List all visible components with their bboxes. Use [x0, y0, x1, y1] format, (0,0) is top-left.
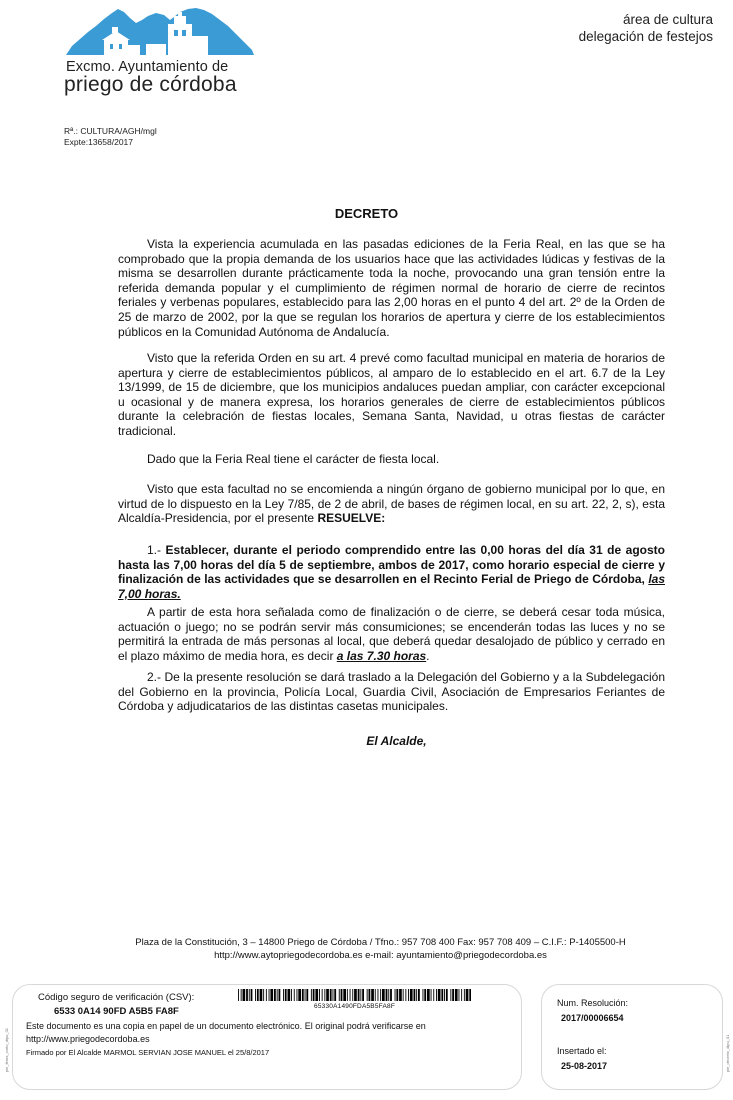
logo-line-1: Excmo. Ayuntamiento de — [66, 59, 229, 75]
resolution-number-value: 2017/00006654 — [561, 1013, 624, 1023]
paragraph-6-end: . — [426, 648, 430, 663]
department-line-2: delegación de festejos — [578, 29, 713, 44]
left-side-label: pie_firma_corto_dipu_01 — [4, 1027, 9, 1072]
resolution-point-1 — [118, 543, 665, 601]
barcode-icon — [238, 989, 471, 1001]
address-line: Plaza de la Constitución, 3 – 14800 Priego de Córdoba / Tfno.: 957 708 400 Fax: 957 708 409 – C.I.F.: P-1405500-H — [135, 937, 626, 948]
csv-code: 6533 0A14 90FD A5B5 FA8F — [54, 1006, 179, 1017]
barcode-caption: 65330A1490FDA5B5FA8F — [314, 1003, 395, 1010]
document-title: DECRETO — [334, 206, 399, 221]
footer-address — [0, 937, 733, 962]
verify-url[interactable]: http://www.priegodecordoba.es — [26, 1034, 150, 1044]
resuelve-keyword: RESUELVE: — [317, 511, 386, 526]
signed-by: Firmado por El Alcalde MARMOL SERVIAN JOSE MANUEL el 25/8/2017 — [26, 1048, 270, 1057]
municipal-logo — [62, 6, 262, 96]
resolution-number-label: Num. Resolución: — [557, 998, 629, 1008]
department-line-1: área de cultura — [622, 12, 713, 27]
department-heading — [579, 11, 713, 45]
signer-title: El Alcalde, — [366, 734, 427, 748]
town-silhouette-icon — [66, 6, 254, 58]
web-email-line: http://www.aytopriegodecordoba.es e-mail: ayuntamiento@priegodecordoba.es — [214, 949, 547, 961]
resolution-point-2: 2.- De la presente resolución se dará traslado a la Delegación del Gobierno y a la Subdelegación del Gobierno en la provincia, Policía Local, Guardia Civil, Asociación de Empresarios Feriantes de Córdoba y adjudicatarios de las distintas casetas municipales. — [118, 670, 665, 714]
document-references — [64, 126, 157, 148]
closing-time: las 7,00 horas. — [118, 572, 665, 601]
point-1-prefix: 1.- — [147, 543, 166, 557]
paragraph-3: Dado que la Feria Real tiene el carácter de fiesta local. — [147, 452, 440, 466]
right-side-label: pie_decreto_dipu_01 — [725, 1034, 730, 1072]
inserted-date-label: Insertado el: — [557, 1046, 607, 1056]
expediente-number: Expte:13658/2017 — [64, 137, 134, 147]
paragraph-6-text: A partir de esta hora señalada como de finalización o de cierre, se deberá cesar toda música, actuación o juego; no se podrán servir más consumiciones; se encenderán todas las luces y no se permitirá la entrada de más personas al local, que deberá quedar desalojado de público y cerrado en el plazo máximo de media hora, es decir — [118, 605, 665, 663]
paragraph-4 — [118, 482, 665, 526]
paragraph-2: Visto que la referida Orden en su art. 4 prevé como facultad municipal en materia de horarios de apertura y cierre de establecimientos públicos, al amparo de lo establecido en el art. 6.7 de la Ley 13/1999, de 15 de diciembre, que los municipios andaluces puedan ampliar, con carácter excepcional u ocasional y de manera expresa, los horarios generales de cierre de establecimientos públicos durante la celebración de fiestas locales, Semana Santa, Navidad, u otras fiestas de carácter tradicional. — [118, 351, 665, 438]
logo-line-2: priego de córdoba — [64, 73, 237, 96]
csv-label: Código seguro de verificación (CSV): — [38, 992, 195, 1003]
paragraph-1: Vista la experiencia acumulada en las pasadas ediciones de la Feria Real, en las que se ha comprobado que la propia demanda de los usuarios hace que las actividades lúdicas y festivas de la misma se desarrollen durante prácticamente toda la noche, provocando una gran tensión entre la referida demanda popular y el cumplimiento de régimen normal de horario de cierre de recintos feriales y verbenas populares, establecido para las 2,00 horas en el punto 4 del art. 2º de la Orden de 25 de marzo de 2002, por la que se regulan los horarios de apertura y cierre de los establecimientos públicos en la Comunidad Autónoma de Andalucía. — [118, 237, 665, 339]
paragraph-6 — [118, 605, 665, 663]
paragraph-4-text: Visto que esta facultad no se encomienda a ningún órgano de gobierno municipal por lo que, en virtud de lo dispuesto en la Ley 7/85, de 2 de abril, de bases de régimen local, en su art. 22, 2, s), esta Alcaldía-Presidencia, por el presente — [118, 482, 665, 526]
reference-code: Rª.: CULTURA/AGH/mgl — [64, 126, 157, 136]
point-1-text: Establecer, durante el periodo comprendido entre las 0,00 horas del día 31 de agosto hasta las 7,00 horas del día 5 de septiembre, ambos de 2017, como horario especial de cierre y finalización de las actividades que se desarrollen en el Recinto Ferial de Priego de Córdoba, — [118, 543, 666, 587]
inserted-date-value: 25-08-2017 — [561, 1061, 608, 1071]
copy-note: Este documento es una copia en papel de un documento electrónico. El original podrá verificarse en — [26, 1021, 426, 1031]
evacuation-time: a las 7.30 horas — [336, 648, 427, 663]
